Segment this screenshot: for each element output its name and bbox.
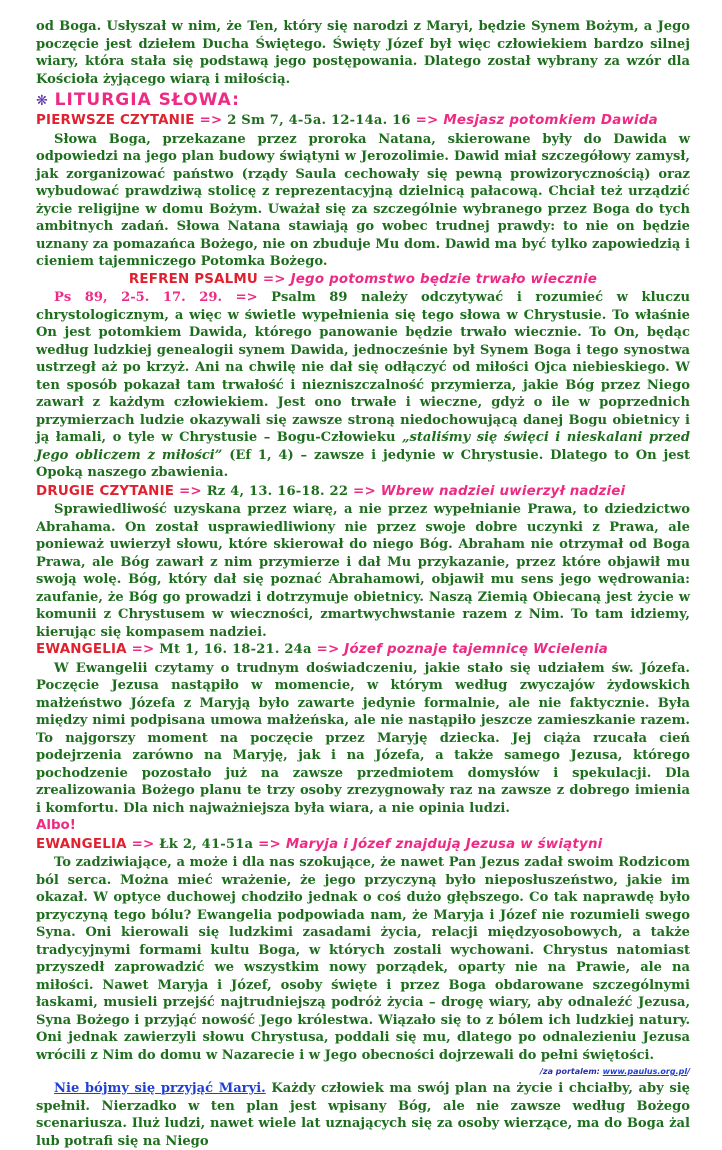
psalm-ref: Ps 89, 2-5. 17. 29. [54,290,223,305]
source-note [36,1066,690,1078]
source-prefix: /za portalem: [540,1067,603,1076]
alt-gospel-label: EWANGELIA [36,836,127,852]
albo-label: Albo! [36,818,76,833]
asterisk-icon: ❋ [36,93,48,109]
gospel-theme: Józef poznaje tajemnicę Wcielenia [344,642,608,657]
first-reading-theme: Mesjasz potomkiem Dawida [443,113,658,128]
first-reading-label: PIERWSZE CZYTANIE [36,113,195,128]
alt-gospel-text: To zadziwiające, a może i dla nas szokujące, że nawet Pan Jezus zadał swoim Rodzicom ból serca. Można mieć wrażenie, że jego przyczyną było nieposłuszeństwo, jakie im okazał. W optyce duchowej chodziło jednak o coś dużo głębszego. Co tak naprawdę było przyczyną tego bólu? Ewangelia podpowiada nam, że Maryja i Józef nie rozumieli swego Syna. Oni kierowali się ludzkimi zasadami życia, relacji międzyosobowych, a także tradycyjnymi formami kultu Boga, w których zostali wychowani. Chrystus natomiast przyszedł zaprowadzić we wszystkim nowy porządek, oparty nie na Prawie, ale na miłości. Nawet Maryja i Józef, osoby święte i przez Boga obdarowane szczególnymi łaskami, musieli przejść najtrudniejszą podróż życia – drogę wiary, aby odnaleźć Jezusa, Syna Bożego i przyjąć nowość Jego królestwa. Wiązało się to z bólem ich ludzkiej natury. Oni jednak zawierzyli słowu Chrystusa, poddali się mu, dlatego po odnalezieniu Jezusa wrócili z Nim do domu w Nazarecie i w Jego obecności dojrzewali do pełni świętości. [36,855,690,1063]
alt-gospel-theme: Maryja i Józef znajdują Jezusa w świątyni [285,836,603,852]
first-reading-header [36,112,690,131]
second-reading-header [36,483,690,502]
gospel-ref: Mt 1, 16. 18-21. 24a [159,642,312,657]
gospel-text: W Ewangelii czytamy o trudnym doświadczeniu, jakie stało się udziałem św. Józefa. Poczęcie Jezusa nastąpiło w momencie, w którym według zwyczajów żydowskich małżeństwo Józefa z Maryją było zawarte jedynie formalnie, ale nie faktycznie. Była między nimi podpisana umowa małżeńska, ale nie nastąpiło jeszcze zamieszkanie razem. To najgorszy moment na poczęcie przez Maryję dziecka. Jej ciąża rzucała cień podejrzenia zarówno na Maryję, jak i na Józefa, a także samego Jezusa, którego pochodzenie pozostało już na zawsze przedmiotem domysłów i spekulacji. Dla zrealizowania Bożego planu te trzy osoby zrezygnowały raz na zawsze z dobrego imienia i komfortu. Dla nich najważniejsza była wiara, a nie opinia ludzi. [36,660,690,816]
closing-body: Każdy człowiek ma swój plan na życie i chciałby, aby się spełnił. Nierzadko w ten plan jest wpisany Bóg, ale nie zawsze według Bożego scenariusza. Iluż ludzi, nawet wiele lat uznających się za osoby wierzące, ma do Boga żal lub potrafi się na Niego [36,1081,690,1149]
psalm-label: REFREN PSALMU [128,271,258,287]
arrow-icon: => [178,483,202,499]
intro-paragraph: od Boga. Usłyszał w nim, że Ten, który się narodzi z Maryi, będzie Synem Bożym, a Jego poczęcie jest dziełem Ducha Świętego. Święty Józef był więc człowiekiem bardzo silnej wiary, która stała się podstawą jego postępowania. Dlatego został wybrany za wzór dla Kościoła żyjącego wiarą i miłością. [36,19,690,87]
closing-paragraph [36,1080,690,1150]
alt-gospel-ref: Łk 2, 41-51a [159,836,254,852]
liturgia-title: LITURGIA SŁOWA: [54,90,240,110]
gospel-header [36,641,690,660]
second-reading-ref: Rz 4, 13. 16-18. 22 [206,483,349,499]
arrow-icon: => [353,483,376,499]
psalm-quote: „staliśmy się święci i nieskalani przed Jego obliczem z miłości” [36,430,690,463]
psalm-body-b: (Ef 1, 4) – zawsze i jedynie w Chrystusie. Dlatego to On jest Opoką naszego zbawienia. [36,447,690,480]
psalm-body-a: Psalm 89 należy odczytywać i rozumieć w kluczu chrystologicznym, a więc w świetle wypełnienia się tego słowa w Chrystusie. To właśnie On jest potomkiem Dawida, którego panowanie będzie trwało wiecznie. To On, będąc według ludzkiej genealogii synem Dawida, jednocześnie był Synem Boga i tego synostwa ustrzegł aż po krzyż. Ani na chwilę nie dał się odłączyć od miłości Ojca niebieskiego. W ten sposób pokazał tam trwałość i niezniszczalność przymierza, jakie Bóg przez Niego zawarł z każdym człowiekiem. Jest ono trwałe i wieczne, gdyż o ile w poprzednich przymierzach ludzie okazywali się zawsze stroną niedochowującą danej Bogu obietnicy i ją łamali, o tyle w Chrystusie – Bogu-Człowieku [36,290,691,445]
liturgia-heading [36,89,690,112]
first-reading-ref: 2 Sm 7, 4-5a. 12-14a. 16 [227,113,411,128]
arrow-icon: => [131,836,155,852]
first-reading-text: Słowa Boga, przekazane przez proroka Natana, skierowane były do Dawida w odpowiedzi na jego plan budowy świątyni w Jerozolimie. Dawid miał szczegółowy zamysł, jak zorganizować państwo (rządy Saula cechowały się pewną prowizorycznością) oraz wybudować prawdziwą stolicę z reprezentacyjną dzielnicą pałacową. Chciał też urządzić życie religijne w domu Bożym. Uważał się za szczególnie wybranego przez Boga do tych ambitnych zadań. Słowa Natana stawiają go wobec trudnej prawdy: to nie on będzie uznany za pomazańca Bożego, nie on zbuduje Mu dom. Dawid ma być tylko zapowiedzią i cieniem tajemniczego Potomka Bożego. [36,131,690,269]
psalm-header [36,271,690,290]
arrow-icon: => [415,113,439,128]
gospel-label: EWANGELIA [36,642,127,657]
source-suffix: / [687,1067,690,1076]
arrow-icon: => [199,113,223,128]
alt-gospel-header [36,836,690,855]
arrow-icon: => [316,642,340,657]
closing-title[interactable]: Nie bójmy się przyjąć Maryi. [54,1081,266,1096]
arrow-icon: => [235,290,258,305]
source-link[interactable]: www.paulus.org.pl [602,1067,688,1076]
second-reading-text: Sprawiedliwość uzyskana przez wiarę, a nie przez wypełnianie Prawa, to dziedzictwo Abrahama. On został usprawiedliwiony nie przez swoje dobre uczynki z Prawa, ale ponieważ uwierzył słowu, które skierował do niego Bóg. Abraham nie otrzymał od Boga Prawa, ale Bóg zawarł z nim przymierze i dał Mu przykazanie, przez które objawił mu swoją wolę. Bóg, który dał się poznać Abrahamowi, objawił mu sens jego wędrowania: zaufanie, że Bóg go prowadzi i dotrzymuje obietnicy. Naszą Ziemią Obiecaną jest życie w komunii z Chrystusem w wieczności, zmartwychwstanie razem z Nim. To tam idziemy, kierując się kompasem nadziei. [36,502,690,640]
psalm-theme: Jego potomstwo będzie trwało wiecznie [290,271,598,287]
arrow-icon: => [131,642,155,657]
second-reading-label: DRUGIE CZYTANIE [36,483,175,499]
arrow-icon: => [258,836,281,852]
psalm-text [36,289,690,482]
second-reading-theme: Wbrew nadziei uwierzył nadziei [380,483,626,499]
arrow-icon: => [262,271,286,287]
